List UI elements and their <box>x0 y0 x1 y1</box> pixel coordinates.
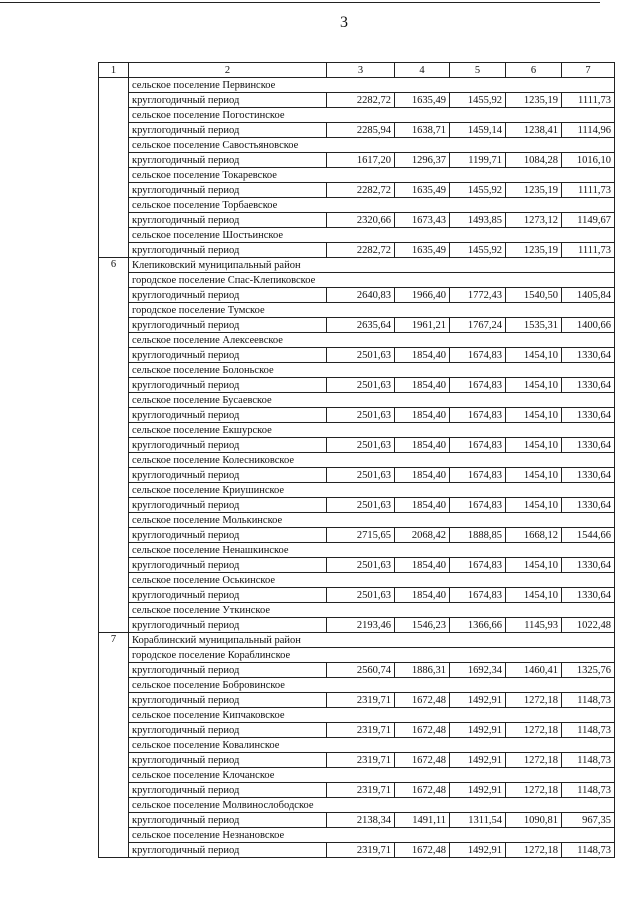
tariff-value-col6: 1454,10 <box>506 438 562 453</box>
settlement-name: сельское поселение Торбаевское <box>129 198 615 213</box>
tariff-value-col3: 1617,20 <box>327 153 395 168</box>
period-label: круглогодичный период <box>129 498 327 513</box>
tariff-value-col7: 1325,76 <box>562 663 615 678</box>
header-cell: 5 <box>450 63 506 78</box>
settlement-name-row <box>99 573 615 588</box>
tariff-value-col5: 1674,83 <box>450 438 506 453</box>
tariff-value-col6: 1272,18 <box>506 783 562 798</box>
period-label: круглогодичный период <box>129 243 327 258</box>
table-row <box>99 783 615 798</box>
settlement-name-row <box>99 798 615 813</box>
tariff-value-col4: 1854,40 <box>395 498 450 513</box>
settlement-name: сельское поселение Шостьинское <box>129 228 615 243</box>
tariff-value-col3: 2319,71 <box>327 723 395 738</box>
tariff-value-col4: 1672,48 <box>395 693 450 708</box>
tariff-value-col3: 2635,64 <box>327 318 395 333</box>
tariff-value-col7: 1148,73 <box>562 723 615 738</box>
table-row <box>99 243 615 258</box>
header-cell: 2 <box>129 63 327 78</box>
tariff-value-col6: 1454,10 <box>506 588 562 603</box>
tariff-value-col5: 1674,83 <box>450 408 506 423</box>
period-label: круглогодичный период <box>129 348 327 363</box>
tariff-value-col6: 1235,19 <box>506 183 562 198</box>
settlement-name: сельское поселение Колесниковское <box>129 453 615 468</box>
tariff-value-col4: 1638,71 <box>395 123 450 138</box>
settlement-name: сельское поселение Екшурское <box>129 423 615 438</box>
tariff-value-col5: 1492,91 <box>450 723 506 738</box>
settlement-name: сельское поселение Оськинское <box>129 573 615 588</box>
tariff-value-col6: 1235,19 <box>506 243 562 258</box>
period-label: круглогодичный период <box>129 558 327 573</box>
period-label: круглогодичный период <box>129 723 327 738</box>
settlement-name: сельское поселение Алексеевское <box>129 333 615 348</box>
settlement-name-row <box>99 453 615 468</box>
tariff-value-col6: 1454,10 <box>506 558 562 573</box>
period-label: круглогодичный период <box>129 153 327 168</box>
tariff-value-col5: 1455,92 <box>450 243 506 258</box>
header-cell: 6 <box>506 63 562 78</box>
header-cell: 1 <box>99 63 129 78</box>
tariff-value-col4: 1296,37 <box>395 153 450 168</box>
tariff-value-col5: 1674,83 <box>450 558 506 573</box>
tariff-value-col7: 1111,73 <box>562 243 615 258</box>
table-row <box>99 183 615 198</box>
tariff-value-col3: 2320,66 <box>327 213 395 228</box>
tariff-value-col4: 1854,40 <box>395 408 450 423</box>
tariff-value-col5: 1674,83 <box>450 498 506 513</box>
settlement-name-row <box>99 198 615 213</box>
tariff-value-col6: 1535,31 <box>506 318 562 333</box>
header-cell: 3 <box>327 63 395 78</box>
settlement-name-row <box>99 363 615 378</box>
tariff-value-col5: 1888,85 <box>450 528 506 543</box>
period-label: круглогодичный период <box>129 213 327 228</box>
settlement-name-row <box>99 738 615 753</box>
tariff-value-col5: 1455,92 <box>450 183 506 198</box>
tariff-value-col4: 2068,42 <box>395 528 450 543</box>
tariff-value-col3: 2640,83 <box>327 288 395 303</box>
tariff-value-col4: 1854,40 <box>395 348 450 363</box>
settlement-name-row <box>99 828 615 843</box>
tariff-value-col6: 1540,50 <box>506 288 562 303</box>
period-label: круглогодичный период <box>129 93 327 108</box>
tariff-value-col4: 1854,40 <box>395 558 450 573</box>
period-label: круглогодичный период <box>129 783 327 798</box>
tariff-value-col7: 1330,64 <box>562 378 615 393</box>
tariff-value-col5: 1366,66 <box>450 618 506 633</box>
tariff-value-col3: 2501,63 <box>327 378 395 393</box>
tariff-value-col7: 1330,64 <box>562 468 615 483</box>
period-label: круглогодичный период <box>129 468 327 483</box>
tariff-value-col5: 1311,54 <box>450 813 506 828</box>
tariff-value-col4: 1966,40 <box>395 288 450 303</box>
table-row <box>99 693 615 708</box>
table-row <box>99 438 615 453</box>
settlement-name-row <box>99 483 615 498</box>
tariff-value-col3: 2282,72 <box>327 243 395 258</box>
tariff-value-col7: 1330,64 <box>562 588 615 603</box>
table-row <box>99 348 615 363</box>
tariff-value-col6: 1668,12 <box>506 528 562 543</box>
tariff-table-body <box>99 63 615 858</box>
tariff-value-col4: 1635,49 <box>395 183 450 198</box>
tariff-value-col7: 1148,73 <box>562 753 615 768</box>
period-label: круглогодичный период <box>129 693 327 708</box>
tariff-value-col7: 1114,96 <box>562 123 615 138</box>
period-label: круглогодичный период <box>129 663 327 678</box>
settlement-name: сельское поселение Первинское <box>129 78 615 93</box>
tariff-value-col4: 1854,40 <box>395 588 450 603</box>
tariff-value-col3: 2501,63 <box>327 438 395 453</box>
table-row <box>99 753 615 768</box>
settlement-name-row <box>99 543 615 558</box>
settlement-name: сельское поселение Молвинослободское <box>129 798 615 813</box>
period-label: круглогодичный период <box>129 123 327 138</box>
settlement-name: сельское поселение Погостинское <box>129 108 615 123</box>
tariff-value-col6: 1454,10 <box>506 498 562 513</box>
tariff-value-col6: 1454,10 <box>506 468 562 483</box>
settlement-name: сельское поселение Клочанское <box>129 768 615 783</box>
table-row <box>99 813 615 828</box>
tariff-value-col3: 2501,63 <box>327 588 395 603</box>
table-row <box>99 588 615 603</box>
section-number: 7 <box>99 633 129 858</box>
settlement-name-row <box>99 333 615 348</box>
settlement-name-row <box>99 393 615 408</box>
tariff-value-col7: 1022,48 <box>562 618 615 633</box>
settlement-name: сельское поселение Кипчаковское <box>129 708 615 723</box>
table-row <box>99 378 615 393</box>
tariff-value-col7: 1111,73 <box>562 93 615 108</box>
period-label: круглогодичный период <box>129 753 327 768</box>
tariff-value-col6: 1460,41 <box>506 663 562 678</box>
table-row <box>99 528 615 543</box>
settlement-name: сельское поселение Савостьяновское <box>129 138 615 153</box>
tariff-value-col7: 1400,66 <box>562 318 615 333</box>
settlement-name-row <box>99 768 615 783</box>
settlement-name: сельское поселение Криушинское <box>129 483 615 498</box>
table-row <box>99 558 615 573</box>
table-row <box>99 408 615 423</box>
tariff-value-col4: 1854,40 <box>395 378 450 393</box>
settlement-name: сельское поселение Ненашкинское <box>129 543 615 558</box>
settlement-name: сельское поселение Незнановское <box>129 828 615 843</box>
period-label: круглогодичный период <box>129 588 327 603</box>
tariff-value-col3: 2715,65 <box>327 528 395 543</box>
settlement-name: городское поселение Тумское <box>129 303 615 318</box>
tariff-value-col7: 1148,73 <box>562 843 615 858</box>
tariff-value-col6: 1272,18 <box>506 693 562 708</box>
settlement-name: сельское поселение Ковалинское <box>129 738 615 753</box>
table-row <box>99 153 615 168</box>
tariff-value-col3: 2501,63 <box>327 558 395 573</box>
header-cell: 7 <box>562 63 615 78</box>
tariff-value-col7: 1330,64 <box>562 498 615 513</box>
period-label: круглогодичный период <box>129 378 327 393</box>
period-label: круглогодичный период <box>129 843 327 858</box>
district-row <box>99 258 615 273</box>
tariff-value-col4: 1491,11 <box>395 813 450 828</box>
table-row <box>99 288 615 303</box>
tariff-value-col6: 1272,18 <box>506 753 562 768</box>
tariff-value-col5: 1493,85 <box>450 213 506 228</box>
tariff-value-col4: 1672,48 <box>395 783 450 798</box>
tariff-value-col6: 1454,10 <box>506 408 562 423</box>
table-row <box>99 93 615 108</box>
tariff-value-col7: 1330,64 <box>562 348 615 363</box>
tariff-value-col4: 1635,49 <box>395 243 450 258</box>
tariff-value-col3: 2319,71 <box>327 843 395 858</box>
tariff-value-col7: 1111,73 <box>562 183 615 198</box>
tariff-value-col7: 1330,64 <box>562 408 615 423</box>
page-number: 3 <box>340 14 348 31</box>
tariff-value-col3: 2285,94 <box>327 123 395 138</box>
tariff-value-col7: 1148,73 <box>562 693 615 708</box>
settlement-name-row <box>99 108 615 123</box>
tariff-value-col4: 1886,31 <box>395 663 450 678</box>
tariff-value-col5: 1674,83 <box>450 468 506 483</box>
tariff-value-col5: 1674,83 <box>450 588 506 603</box>
tariff-value-col4: 1635,49 <box>395 93 450 108</box>
tariff-value-col3: 2560,74 <box>327 663 395 678</box>
tariff-value-col7: 1405,84 <box>562 288 615 303</box>
district-title: Кораблинский муниципальный район <box>129 633 615 648</box>
tariff-value-col4: 1672,48 <box>395 843 450 858</box>
tariff-value-col4: 1961,21 <box>395 318 450 333</box>
tariff-value-col3: 2501,63 <box>327 348 395 363</box>
settlement-name-row <box>99 138 615 153</box>
settlement-name-row <box>99 78 615 93</box>
settlement-name-row <box>99 708 615 723</box>
settlement-name: сельское поселение Болоньское <box>129 363 615 378</box>
header-cell: 4 <box>395 63 450 78</box>
table-row <box>99 318 615 333</box>
period-label: круглогодичный период <box>129 438 327 453</box>
tariff-value-col5: 1492,91 <box>450 753 506 768</box>
tariff-value-col3: 2138,34 <box>327 813 395 828</box>
tariff-value-col3: 2319,71 <box>327 753 395 768</box>
period-label: круглогодичный период <box>129 408 327 423</box>
tariff-value-col3: 2501,63 <box>327 468 395 483</box>
tariff-value-col7: 1544,66 <box>562 528 615 543</box>
table-row <box>99 843 615 858</box>
tariff-value-col4: 1854,40 <box>395 438 450 453</box>
tariff-value-col7: 1330,64 <box>562 558 615 573</box>
tariff-value-col6: 1272,18 <box>506 723 562 738</box>
settlement-name-row <box>99 303 615 318</box>
tariff-value-col3: 2282,72 <box>327 183 395 198</box>
table-row <box>99 123 615 138</box>
tariff-value-col4: 1672,48 <box>395 753 450 768</box>
settlement-name-row <box>99 228 615 243</box>
tariff-value-col6: 1238,41 <box>506 123 562 138</box>
table-row <box>99 213 615 228</box>
tariff-value-col3: 2282,72 <box>327 93 395 108</box>
district-title: Клепиковский муниципальный район <box>129 258 615 273</box>
settlement-name-row <box>99 273 615 288</box>
tariff-value-col6: 1454,10 <box>506 378 562 393</box>
top-border-line <box>0 2 600 3</box>
table-row <box>99 663 615 678</box>
settlement-name: сельское поселение Бусаевское <box>129 393 615 408</box>
settlement-name: сельское поселение Токаревское <box>129 168 615 183</box>
tariff-value-col3: 2319,71 <box>327 693 395 708</box>
tariff-value-col6: 1084,28 <box>506 153 562 168</box>
settlement-name-row <box>99 678 615 693</box>
settlement-name-row <box>99 168 615 183</box>
settlement-name-row <box>99 423 615 438</box>
tariff-value-col7: 1016,10 <box>562 153 615 168</box>
settlement-name: городское поселение Спас-Клепиковское <box>129 273 615 288</box>
tariff-value-col7: 1330,64 <box>562 438 615 453</box>
tariff-value-col7: 967,35 <box>562 813 615 828</box>
tariff-value-col7: 1148,73 <box>562 783 615 798</box>
period-label: круглогодичный период <box>129 528 327 543</box>
tariff-value-col5: 1459,14 <box>450 123 506 138</box>
settlement-name-row <box>99 603 615 618</box>
tariff-value-col5: 1772,43 <box>450 288 506 303</box>
period-label: круглогодичный период <box>129 813 327 828</box>
table-row <box>99 618 615 633</box>
settlement-name: сельское поселение Бобровинское <box>129 678 615 693</box>
tariff-value-col6: 1454,10 <box>506 348 562 363</box>
table-row <box>99 723 615 738</box>
period-label: круглогодичный период <box>129 183 327 198</box>
settlement-name-row <box>99 648 615 663</box>
tariff-value-col6: 1145,93 <box>506 618 562 633</box>
tariff-value-col6: 1273,12 <box>506 213 562 228</box>
tariff-table <box>98 62 615 858</box>
section-number <box>99 78 129 258</box>
settlement-name: городское поселение Кораблинское <box>129 648 615 663</box>
tariff-value-col5: 1492,91 <box>450 783 506 798</box>
tariff-value-col4: 1546,23 <box>395 618 450 633</box>
tariff-value-col5: 1767,24 <box>450 318 506 333</box>
tariff-value-col5: 1492,91 <box>450 843 506 858</box>
table-row <box>99 468 615 483</box>
tariff-value-col5: 1674,83 <box>450 348 506 363</box>
column-numbers-header <box>99 63 615 78</box>
tariff-value-col5: 1492,91 <box>450 693 506 708</box>
tariff-value-col6: 1272,18 <box>506 843 562 858</box>
settlement-name: сельское поселение Молькинское <box>129 513 615 528</box>
tariff-value-col3: 2501,63 <box>327 408 395 423</box>
tariff-value-col5: 1692,34 <box>450 663 506 678</box>
period-label: круглогодичный период <box>129 288 327 303</box>
tariff-value-col3: 2319,71 <box>327 783 395 798</box>
settlement-name-row <box>99 513 615 528</box>
tariff-value-col7: 1149,67 <box>562 213 615 228</box>
tariff-value-col4: 1672,48 <box>395 723 450 738</box>
tariff-value-col3: 2501,63 <box>327 498 395 513</box>
tariff-value-col6: 1090,81 <box>506 813 562 828</box>
tariff-value-col4: 1673,43 <box>395 213 450 228</box>
tariff-value-col3: 2193,46 <box>327 618 395 633</box>
period-label: круглогодичный период <box>129 318 327 333</box>
tariff-value-col5: 1455,92 <box>450 93 506 108</box>
district-row <box>99 633 615 648</box>
tariff-value-col5: 1199,71 <box>450 153 506 168</box>
tariff-value-col5: 1674,83 <box>450 378 506 393</box>
table-row <box>99 498 615 513</box>
tariff-value-col4: 1854,40 <box>395 468 450 483</box>
settlement-name: сельское поселение Уткинское <box>129 603 615 618</box>
tariff-value-col6: 1235,19 <box>506 93 562 108</box>
period-label: круглогодичный период <box>129 618 327 633</box>
section-number: 6 <box>99 258 129 633</box>
